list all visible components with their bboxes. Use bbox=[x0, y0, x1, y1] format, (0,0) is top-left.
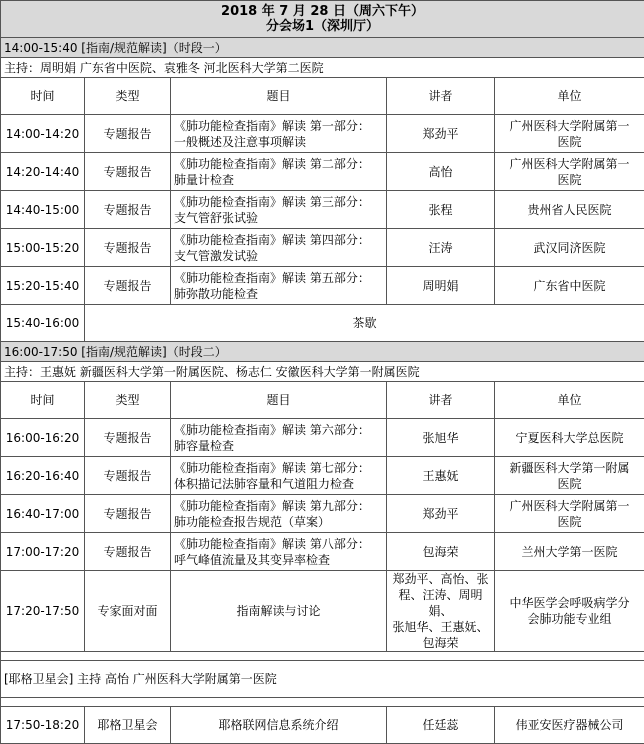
row-speaker: 张程 bbox=[387, 191, 495, 229]
row-unit: 广州医科大学附属第一 医院 bbox=[495, 115, 644, 153]
row-topic: 《肺功能检查指南》解读 第五部分： 肺弥散功能检查 bbox=[171, 267, 387, 305]
discussion-row bbox=[1, 571, 644, 652]
row-topic: 指南解读与讨论 bbox=[171, 571, 387, 652]
row-time: 14:20-14:40 bbox=[1, 153, 85, 191]
row-topic: 《肺功能检查指南》解读 第六部分： 肺容量检查 bbox=[171, 419, 387, 457]
spacer-row bbox=[1, 698, 644, 707]
row-type: 专题报告 bbox=[85, 191, 171, 229]
session1-host: 主持：周明娟 广东省中医院、袁雅冬 河北医科大学第二医院 bbox=[1, 58, 644, 78]
tea-break-row bbox=[1, 305, 644, 342]
row-time: 17:20-17:50 bbox=[1, 571, 85, 652]
row-unit: 武汉同济医院 bbox=[495, 229, 644, 267]
row-type: 专家面对面 bbox=[85, 571, 171, 652]
table-row bbox=[1, 115, 644, 153]
row-type: 专题报告 bbox=[85, 267, 171, 305]
session2-title: 16:00-17:50 [指南/规范解读]（时段二） bbox=[1, 342, 644, 362]
row-topic: 《肺功能检查指南》解读 第八部分： 呼气峰值流量及其变异率检查 bbox=[171, 533, 387, 571]
spacer-row bbox=[1, 652, 644, 661]
row-speaker: 汪涛 bbox=[387, 229, 495, 267]
row-unit: 广州医科大学附属第一 医院 bbox=[495, 153, 644, 191]
row-speaker: 任廷蕊 bbox=[387, 707, 495, 744]
col-header-topic: 题目 bbox=[171, 382, 387, 419]
row-unit: 伟亚安医疗器械公司 bbox=[495, 707, 644, 744]
row-speaker: 郑劲平 bbox=[387, 115, 495, 153]
satellite-host-row bbox=[1, 661, 644, 698]
table-row bbox=[1, 191, 644, 229]
row-type: 专题报告 bbox=[85, 419, 171, 457]
row-speaker: 郑劲平、高怡、张 程、汪涛、周明娟、 张旭华、王惠妩、 包海荣 bbox=[387, 571, 495, 652]
row-type: 专题报告 bbox=[85, 495, 171, 533]
satellite-host: [耶格卫星会] 主持 高怡 广州医科大学附属第一医院 bbox=[1, 661, 644, 698]
row-time: 16:40-17:00 bbox=[1, 495, 85, 533]
col-header-type: 类型 bbox=[85, 78, 171, 115]
break-label: 茶歇 bbox=[85, 305, 644, 342]
row-topic: 《肺功能检查指南》解读 第九部分： 肺功能检查报告规范（草案） bbox=[171, 495, 387, 533]
row-topic: 《肺功能检查指南》解读 第二部分： 肺量计检查 bbox=[171, 153, 387, 191]
col-header-time: 时间 bbox=[1, 78, 85, 115]
col-header-topic: 题目 bbox=[171, 78, 387, 115]
table-row bbox=[1, 267, 644, 305]
row-type: 专题报告 bbox=[85, 115, 171, 153]
row-speaker: 郑劲平 bbox=[387, 495, 495, 533]
row-speaker: 王惠妩 bbox=[387, 457, 495, 495]
break-time: 15:40-16:00 bbox=[1, 305, 85, 342]
row-speaker: 周明娟 bbox=[387, 267, 495, 305]
table-row bbox=[1, 153, 644, 191]
row-topic: 耶格联网信息系统介绍 bbox=[171, 707, 387, 744]
session1-title-row bbox=[1, 38, 644, 58]
table-row bbox=[1, 457, 644, 495]
row-topic: 《肺功能检查指南》解读 第七部分： 体积描记法肺容量和气道阻力检查 bbox=[171, 457, 387, 495]
row-time: 15:20-15:40 bbox=[1, 267, 85, 305]
row-time: 16:20-16:40 bbox=[1, 457, 85, 495]
row-speaker: 高怡 bbox=[387, 153, 495, 191]
session1-column-headers bbox=[1, 78, 644, 115]
row-type: 专题报告 bbox=[85, 153, 171, 191]
row-time: 17:00-17:20 bbox=[1, 533, 85, 571]
row-type: 专题报告 bbox=[85, 229, 171, 267]
row-unit: 中华医学会呼吸病学分 会肺功能专业组 bbox=[495, 571, 644, 652]
col-header-time: 时间 bbox=[1, 382, 85, 419]
row-type: 耶格卫星会 bbox=[85, 707, 171, 744]
col-header-unit: 单位 bbox=[495, 382, 644, 419]
row-time: 14:40-15:00 bbox=[1, 191, 85, 229]
table-row bbox=[1, 229, 644, 267]
session1-host-row bbox=[1, 58, 644, 78]
col-header-unit: 单位 bbox=[495, 78, 644, 115]
row-time: 16:00-16:20 bbox=[1, 419, 85, 457]
row-time: 17:50-18:20 bbox=[1, 707, 85, 744]
row-speaker: 张旭华 bbox=[387, 419, 495, 457]
col-header-speaker: 讲者 bbox=[387, 382, 495, 419]
row-topic: 《肺功能检查指南》解读 第四部分： 支气管激发试验 bbox=[171, 229, 387, 267]
session2-host: 主持：王惠妩 新疆医科大学第一附属医院、杨志仁 安徽医科大学第一附属医院 bbox=[1, 362, 644, 382]
table-row bbox=[1, 495, 644, 533]
row-time: 15:00-15:20 bbox=[1, 229, 85, 267]
row-time: 14:00-14:20 bbox=[1, 115, 85, 153]
session2-column-headers bbox=[1, 382, 644, 419]
row-topic: 《肺功能检查指南》解读 第三部分： 支气管舒张试验 bbox=[171, 191, 387, 229]
schedule-header bbox=[1, 1, 644, 38]
row-type: 专题报告 bbox=[85, 533, 171, 571]
col-header-speaker: 讲者 bbox=[387, 78, 495, 115]
row-unit: 贵州省人民医院 bbox=[495, 191, 644, 229]
row-unit: 广州医科大学附属第一 医院 bbox=[495, 495, 644, 533]
session2-host-row bbox=[1, 362, 644, 382]
table-row bbox=[1, 533, 644, 571]
row-type: 专题报告 bbox=[85, 457, 171, 495]
table-row bbox=[1, 419, 644, 457]
session1-title: 14:00-15:40 [指南/规范解读]（时段一） bbox=[1, 38, 644, 58]
satellite-row bbox=[1, 707, 644, 744]
row-unit: 广东省中医院 bbox=[495, 267, 644, 305]
session2-title-row bbox=[1, 342, 644, 362]
row-speaker: 包海荣 bbox=[387, 533, 495, 571]
row-unit: 宁夏医科大学总医院 bbox=[495, 419, 644, 457]
row-unit: 新疆医科大学第一附属 医院 bbox=[495, 457, 644, 495]
col-header-type: 类型 bbox=[85, 382, 171, 419]
header-venue: 分会场1（深圳厅） bbox=[4, 19, 641, 34]
row-topic: 《肺功能检查指南》解读 第一部分： 一般概述及注意事项解读 bbox=[171, 115, 387, 153]
row-unit: 兰州大学第一医院 bbox=[495, 533, 644, 571]
header-date: 2018 年 7 月 28 日（周六下午） bbox=[4, 4, 641, 19]
